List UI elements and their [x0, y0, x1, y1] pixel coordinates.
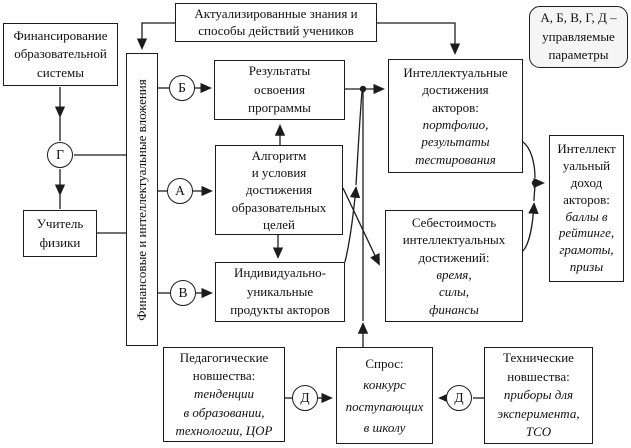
junction-dot-top [360, 86, 366, 92]
box-program-results-line: программы [248, 100, 311, 116]
box-achievements-line: достижения [422, 82, 489, 98]
box-algorithm-line: целей [263, 216, 295, 232]
box-pedagogical-line-italic: тенденции [193, 386, 255, 402]
box-teacher-line: физики [39, 234, 81, 250]
box-actualized-line: способы действий учеников [198, 22, 354, 38]
box-pedagogical-line: новшества: [192, 368, 256, 384]
box-income-line: акторов: [563, 191, 610, 207]
box-cost-of-achievements [385, 210, 523, 322]
box-income-line-italic: рейтинге, [558, 225, 615, 241]
curve-achievements-to-income [523, 142, 535, 178]
param-circle-b-label: Б [178, 80, 186, 95]
param-circle-g-label: Г [56, 147, 64, 162]
box-financing-line: системы [37, 64, 84, 80]
param-circle-a [167, 178, 193, 204]
note-line: А, Б, В, Г, Д – [540, 10, 617, 26]
box-algorithm-line: Алгоритм [251, 147, 307, 163]
param-circle-a-label: А [175, 183, 185, 198]
param-circle-g [47, 142, 73, 168]
box-algorithm-line: достижения [245, 182, 313, 198]
box-physics-teacher [23, 210, 97, 257]
box-unique-products [215, 262, 345, 322]
box-pedagogical-line-italic: технологии, ЦОР [175, 422, 273, 438]
box-technical-line-italic: ТСО [525, 424, 552, 440]
box-cost-line: достижений: [418, 249, 490, 265]
arrow-algorithm-to-cost [343, 188, 379, 264]
param-circle-v-label: В [178, 285, 188, 300]
box-financing-line: образовательной [14, 46, 107, 62]
box-achievements-line-italic: тестирования [415, 151, 496, 167]
box-program-results-line: Результаты [248, 63, 311, 79]
box-pedagogical-line-italic: в образовании, [183, 404, 265, 420]
box-demand-line: Спрос: [365, 355, 404, 371]
box-demand-line-italic: конкурс [363, 377, 406, 393]
arrow-actualized-to-achievements [377, 23, 455, 53]
param-circle-d1-label: Д [300, 390, 310, 405]
box-program-results [214, 60, 345, 120]
param-circle-v [170, 280, 196, 306]
param-circle-d1 [292, 385, 318, 411]
box-income-line: Интеллект [557, 140, 616, 156]
box-technical-innovations [484, 347, 593, 444]
box-unique-products-line: Индивидуально- [233, 265, 327, 281]
box-cost-line-italic: время, [436, 267, 472, 282]
box-demand-line-italic: в школу [363, 419, 406, 435]
box-algorithm-conditions [215, 145, 343, 235]
box-cost-line: Себестоимость [411, 215, 497, 231]
box-actualized-knowledge [175, 3, 377, 42]
box-intellectual-achievements [388, 59, 523, 173]
box-technical-line-italic: приборы для [503, 387, 574, 403]
box-investments-label: Финансовые и интеллектуальные вложения [134, 78, 149, 321]
box-pedagogical-line: Педагогические [179, 350, 269, 366]
param-circle-d2 [446, 385, 472, 411]
box-cost-line-italic: силы, [439, 284, 469, 300]
box-achievements-line-italic: результаты [421, 134, 490, 150]
param-circle-b [169, 75, 195, 101]
box-intellectual-income [549, 135, 624, 282]
note-line: управляемые [542, 28, 615, 44]
box-cost-line-italic: финансы [429, 301, 479, 317]
box-unique-products-line: уникальные [246, 283, 314, 299]
box-actualized-line: Актуализированные знания и [194, 5, 358, 21]
box-technical-line: новшества: [507, 368, 570, 384]
box-pedagogical-innovations [163, 347, 285, 442]
box-achievements-line-italic: портфолио, [422, 117, 489, 132]
curve-cost-to-income [523, 185, 535, 251]
box-controlled-parameters-note [529, 6, 628, 68]
box-demand-line-italic: поступающих [345, 398, 424, 414]
box-income-line-italic: баллы в [565, 208, 608, 224]
box-algorithm-line: образовательных [231, 199, 327, 215]
box-program-results-line: освоения [254, 81, 305, 97]
box-achievements-line: Интеллектуальные [403, 64, 508, 80]
box-income-line-italic: призы [569, 259, 604, 275]
box-demand [336, 347, 433, 444]
box-investments-vertical [126, 53, 158, 346]
arrow-products-to-junction [345, 92, 362, 262]
box-algorithm-line: и условия [251, 165, 307, 181]
junction-dot-income [532, 180, 538, 186]
box-income-line: доход [570, 174, 603, 190]
note-line: параметры [548, 47, 609, 63]
box-financing [3, 23, 118, 86]
box-income-line-italic: грамоты, [559, 242, 614, 258]
box-cost-line: интеллектуальных [402, 232, 506, 248]
box-unique-products-line: продукты акторов [230, 302, 330, 318]
box-teacher-line: Учитель [36, 216, 84, 232]
arrow-actualized-to-investments [142, 23, 175, 48]
box-technical-line-italic: эксперимента, [497, 405, 580, 421]
box-achievements-line: акторов: [432, 99, 479, 115]
param-circle-d2-label: Д [454, 390, 464, 405]
box-income-line: уальный [562, 157, 611, 173]
box-financing-line: Финансирование [13, 27, 108, 43]
box-technical-line: Технические [503, 350, 574, 366]
